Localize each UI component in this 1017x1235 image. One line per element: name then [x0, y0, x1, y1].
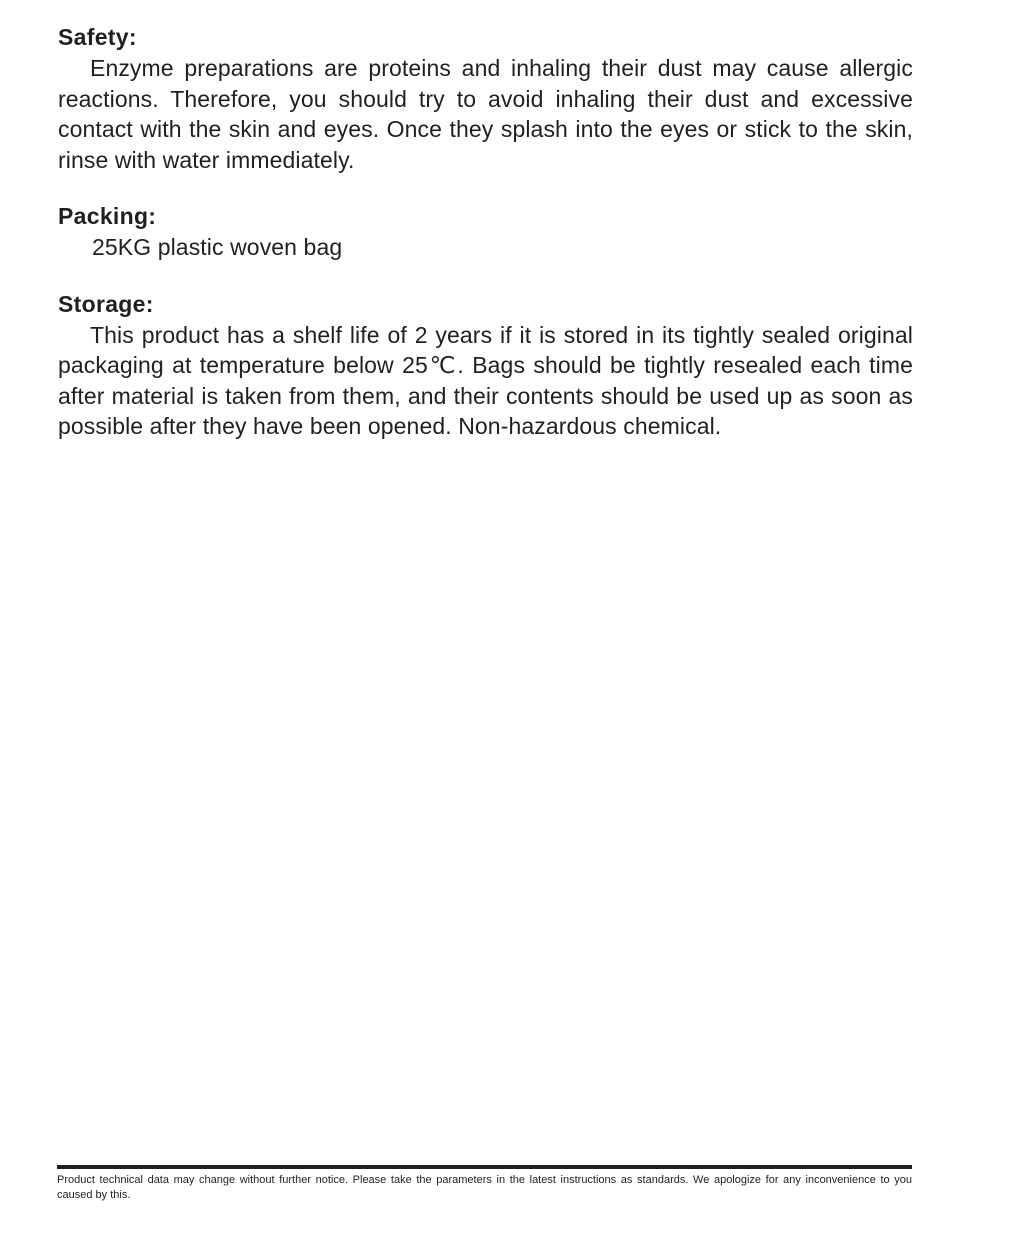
footer-notice: Product technical data may change without further notice. Please take the parameters in the latest instructions as standards. We apologize for any inconvenience to you caused by this.	[57, 1174, 912, 1201]
safety-section	[58, 22, 913, 175]
packing-section	[58, 201, 913, 263]
packing-text: 25KG plastic woven bag	[92, 234, 343, 260]
packing-heading: Packing:	[58, 203, 157, 229]
safety-text: Enzyme preparations are proteins and inhaling their dust may cause allergic reactions. Therefore, you should try to avoid inhaling their dust and excessive contact with the skin and eyes. Once they splash into the eyes or stick to the skin, rinse with water immediately.	[58, 55, 913, 173]
footer-divider	[57, 1165, 912, 1169]
safety-heading: Safety:	[58, 24, 137, 50]
storage-text: This product has a shelf life of 2 years if it is stored in its tightly sealed original packaging at temperature below 25℃. Bags should be tightly resealed each time after material is taken from them, and their contents should be used up as soon as possible after they have been opened. Non-hazardous chemical.	[58, 321, 913, 439]
storage-section	[58, 289, 913, 442]
storage-heading: Storage:	[58, 290, 154, 317]
document-body	[58, 22, 913, 468]
